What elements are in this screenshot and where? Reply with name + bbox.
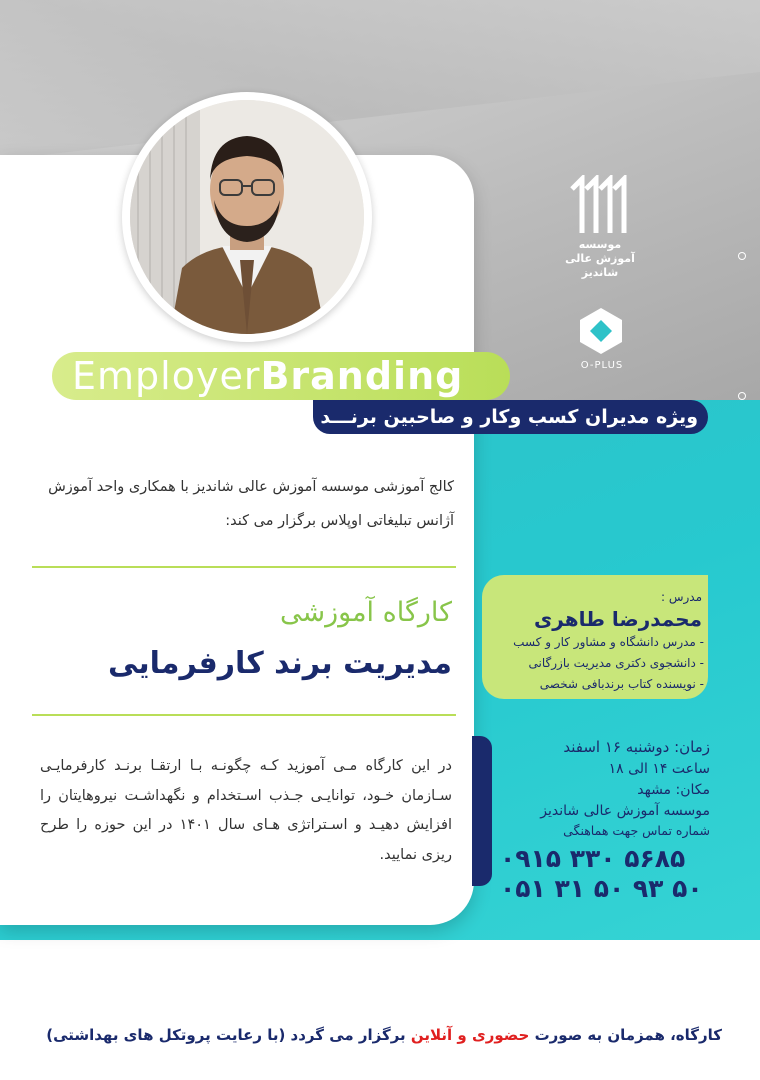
oplus-logo-name: O-PLUS <box>580 360 624 371</box>
instructor-photo <box>130 100 364 334</box>
footer-note <box>20 1026 722 1044</box>
info-accent-bar <box>472 736 492 886</box>
oplus-logo-icon <box>576 306 626 356</box>
workshop-title: مدیریت برند کارفرمایی <box>107 646 452 681</box>
instructor-name: محمدرضا طاهری <box>533 607 702 631</box>
event-place-label: مکان: مشهد <box>637 782 710 798</box>
footer-highlight: حضوری و آنلاین <box>410 1026 530 1044</box>
institute-logo-text: موسسه آموزش عالی شاندیز <box>565 238 635 279</box>
title-banner-text <box>72 354 502 398</box>
event-place: موسسه آموزش عالی شاندیز <box>540 803 710 819</box>
instructor-bio-line: - دانشجوی دکتری مدیریت بازرگانی <box>528 656 704 670</box>
divider <box>32 714 456 716</box>
instructor-bio-line: - نویسنده کتاب برندبافی شخصی <box>539 677 704 691</box>
mobile-phone-number[interactable]: ۰۹۱۵ ۳۳۰ ۵۶۸۵ <box>500 844 686 873</box>
contact-label: شماره تماس جهت هماهنگی <box>563 823 710 838</box>
intro-text: کالج آموزشی موسسه آموزش عالی شاندیز با همکاری واحد آموزش آژانس تبلیغاتی اوپلاس برگزار می کند: <box>48 479 454 529</box>
footer-text: کارگاه، همزمان به صورت <box>529 1026 722 1044</box>
title-bold: Branding <box>260 354 464 398</box>
instructor-label: مدرس : <box>660 590 702 604</box>
decor-dot <box>738 392 746 400</box>
decor-dot <box>738 252 746 260</box>
event-date: زمان: دوشنبه ۱۶ اسفند <box>563 738 710 756</box>
workshop-label: کارگاه آموزشی <box>279 597 452 628</box>
event-time: ساعت ۱۴ الی ۱۸ <box>608 761 710 777</box>
footer-text: برگزار می گردد (با رعایت پروتکل های بهداشتی) <box>46 1026 411 1044</box>
bottom-background <box>0 940 760 1080</box>
instructor-bio-line: - مدرس دانشگاه و مشاور کار و کسب <box>513 635 704 649</box>
office-phone-number[interactable]: ۰۵۱ ۳۱ ۵۰ ۹۳ ۵۰ <box>500 874 703 903</box>
subtitle-banner-text: ویژه مدیران کسب وکار و صاحبین برنـــد <box>320 406 698 428</box>
workshop-description: در این کارگاه مـی آموزید کـه چگونـه بـا ارتقـا برنـد کارفرمایـی سـازمان خـود، توانایـی جـذب اسـتخدام و نگهداشـت نیروهایتان را افزایش دهیـد و اسـتراتژی هـای سال ۱۴۰۱ در این حوزه را طرح ریزی نمایید. <box>40 758 452 863</box>
title-light: Employer <box>72 354 261 398</box>
divider <box>32 566 456 568</box>
